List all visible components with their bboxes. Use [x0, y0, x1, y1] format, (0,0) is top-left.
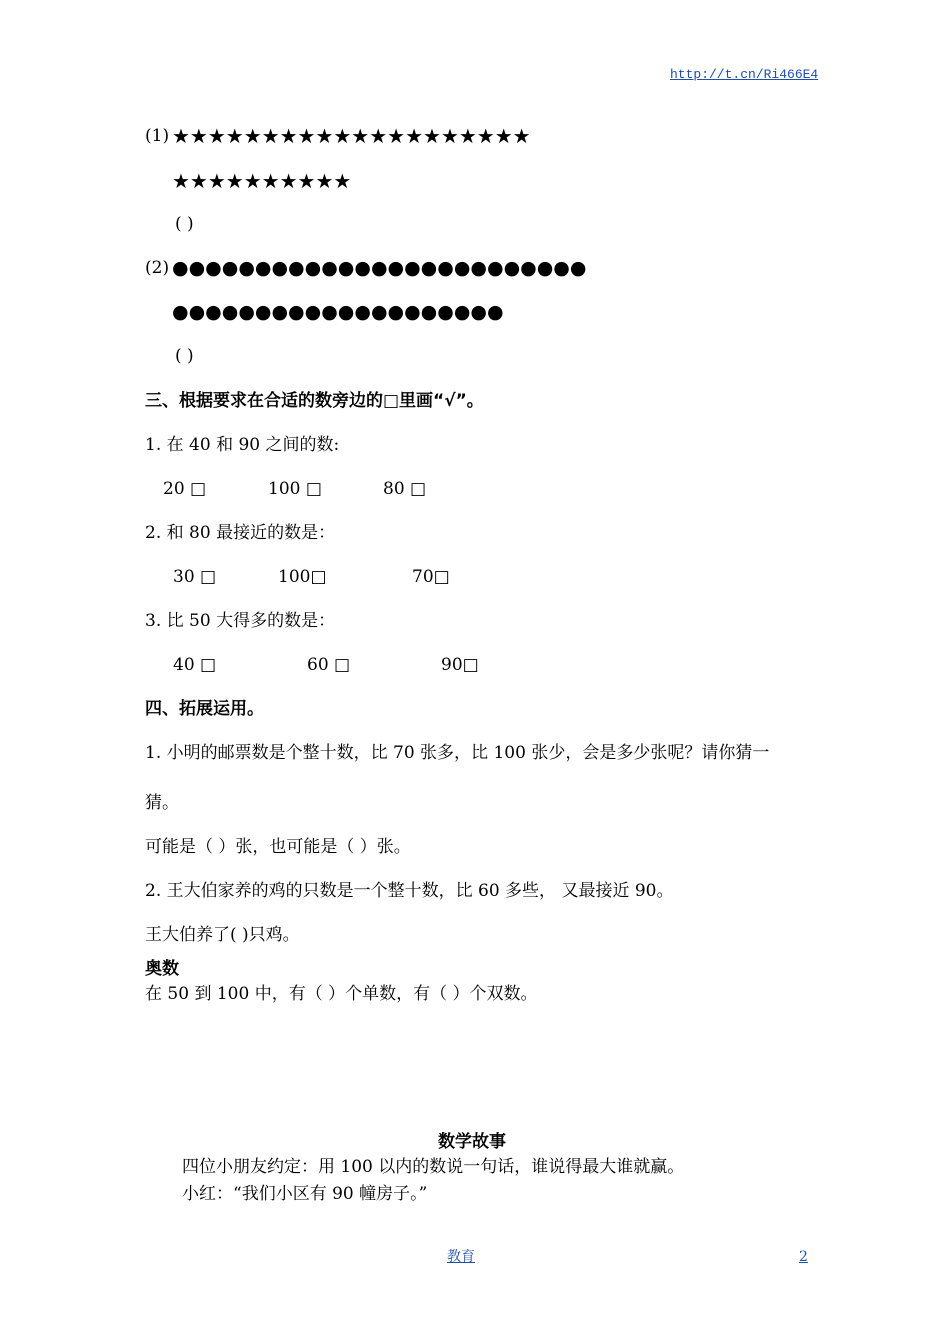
header-link[interactable]: http://t.cn/Ri466E4: [670, 67, 819, 82]
section-3-title: 三、根据要求在合适的数旁边的□里画“√”。: [145, 391, 484, 411]
q3-2-option-2[interactable]: 100□: [278, 567, 327, 587]
dot-row-1: ●●●●●●●●●●●●●●●●●●●●●●●●●: [172, 257, 587, 279]
q4-2-answer: 王大伯养了( )只鸡。: [145, 925, 300, 945]
q4-2-line: 2. 王大伯家养的鸡的只数是一个整十数，比 60 多些， 又最接近 90。: [145, 881, 674, 901]
story-line-2: 小红：“我们小区有 90 幢房子。”: [182, 1184, 428, 1204]
olympiad-title: 奥数: [145, 959, 179, 979]
q3-1-option-3[interactable]: 80 □: [383, 479, 427, 499]
answer-blank-2: ( ): [175, 346, 194, 366]
star-row-2: ★★★★★★★★★★: [172, 169, 352, 193]
q3-3-option-1[interactable]: 40 □: [173, 655, 217, 675]
q4-1-answer: 可能是（ ）张，也可能是（ ）张。: [145, 837, 411, 857]
item-2-label: (2): [145, 258, 170, 278]
q4-1-line-1: 1. 小明的邮票数是个整十数，比 70 张多，比 100 张少，会是多少张呢？请你猜一: [145, 743, 770, 763]
story-line-1: 四位小朋友约定：用 100 以内的数说一句话，谁说得最大谁就赢。: [182, 1157, 685, 1177]
story-title: 数学故事: [438, 1132, 506, 1152]
q3-2-option-1[interactable]: 30 □: [173, 567, 217, 587]
q3-2-option-3[interactable]: 70□: [412, 567, 450, 587]
q3-1-option-2[interactable]: 100 □: [268, 479, 322, 499]
olympiad-text: 在 50 到 100 中，有（ ）个单数，有（ ）个双数。: [145, 984, 538, 1004]
section-4-title: 四、拓展运用。: [145, 699, 264, 719]
q3-1-option-1[interactable]: 20 □: [163, 479, 207, 499]
star-row-1: ★★★★★★★★★★★★★★★★★★★★: [172, 124, 531, 148]
q4-1-line-2: 猜。: [145, 793, 179, 813]
footer-link[interactable]: 教育: [447, 1249, 475, 1265]
page-number[interactable]: 2: [799, 1249, 808, 1265]
item-1-label: (1): [145, 126, 170, 146]
answer-blank-1: ( ): [175, 214, 194, 234]
dot-row-2: ●●●●●●●●●●●●●●●●●●●●: [172, 301, 504, 323]
q3-1-text: 1. 在 40 和 90 之间的数:: [145, 435, 340, 455]
q3-2-text: 2. 和 80 最接近的数是：: [145, 523, 336, 543]
q3-3-text: 3. 比 50 大得多的数是：: [145, 611, 336, 631]
q3-3-option-3[interactable]: 90□: [441, 655, 479, 675]
q3-3-option-2[interactable]: 60 □: [307, 655, 351, 675]
